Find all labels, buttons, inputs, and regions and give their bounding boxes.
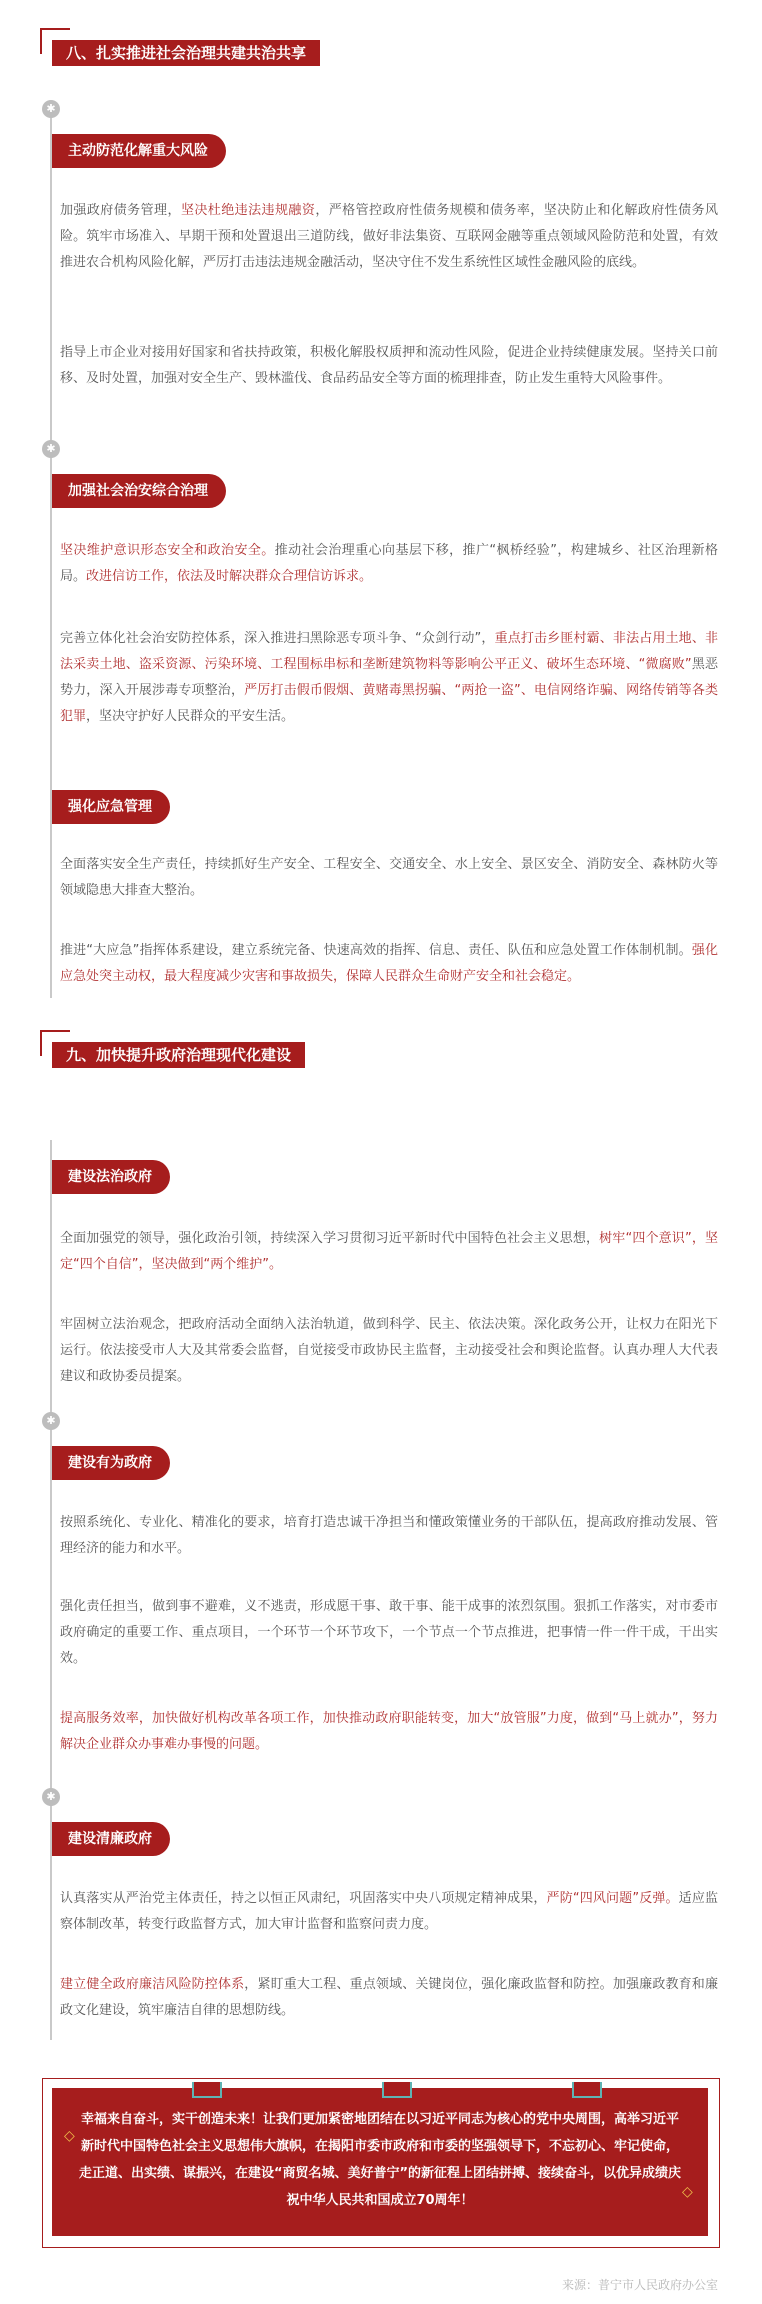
subsection-title: 建设清廉政府 (52, 1822, 170, 1856)
subsection-title: 强化应急管理 (52, 790, 170, 824)
subsection-title: 建设有为政府 (52, 1446, 170, 1480)
section-title: 八、扎实推进社会治理共建共治共享 (52, 40, 320, 66)
sparkle-icon: ◇ (682, 2184, 693, 2200)
subsection-title: 加强社会治安综合治理 (52, 474, 226, 508)
banner-tab-decoration (382, 2082, 412, 2098)
source-caption: 来源：普宁市人民政府办公室 (561, 2278, 718, 2292)
paragraph: 提高服务效率，加快做好机构改革各项工作，加快推动政府职能转变，加大“放管服”力度，做到“马上就办”，努力解决企业群众办事难办事慢的问题。 (60, 1711, 718, 1752)
paragraph: 完善立体化社会治安防控体系，深入推进扫黑除恶专项斗争、“众剑行动”，重点打击乡匪村霸、非法占用土地、非法采卖土地、盗采资源、污染环境、工程围标串标和垄断建筑物料等影响公平正义、破坏生态环境、“微腐败”黑恶势力，深入开展涉毒专项整治，严厉打击假币假烟、黄赌毒黑拐骗、“两抢一盗”、电信网络诈骗、网络传销等各类犯罪，坚决守护好人民群众的平安生活。 (60, 631, 718, 724)
sparkle-icon: ◇ (64, 2128, 75, 2144)
timeline-dot-icon: ✱ (42, 100, 60, 118)
timeline-dot-icon: ✱ (42, 1412, 60, 1430)
closing-banner (52, 2088, 708, 2236)
paragraph: 强化责任担当，做到事不避难，义不逃责，形成愿干事、敢干事、能干成事的浓烈氛围。狠抓工作落实，对市委市政府确定的重要工作、重点项目，一个环节一个环节攻下，一个节点一个节点推进，把事情一件一件干成，干出实效。 (60, 1599, 718, 1666)
paragraph: 认真落实从严治党主体责任，持之以恒正风肃纪，巩固落实中央八项规定精神成果，严防“四风问题”反弹。适应监察体制改革，转变行政监督方式，加大审计监督和监察问责力度。 (60, 1891, 718, 1932)
paragraph: 按照系统化、专业化、精准化的要求，培育打造忠诚干净担当和懂政策懂业务的干部队伍，提高政府推动发展、管理经济的能力和水平。 (60, 1515, 718, 1556)
timeline-line (50, 108, 52, 998)
timeline-dot-icon: ✱ (42, 1788, 60, 1806)
paragraph: 推进“大应急”指挥体系建设，建立系统完备、快速高效的指挥、信息、责任、队伍和应急处置工作体制机制。强化应急处突主动权，最大程度减少灾害和事故损失，保障人民群众生命财产安全和社会稳定。 (60, 943, 718, 984)
section-title: 九、加快提升政府治理现代化建设 (52, 1042, 305, 1068)
banner-text: 幸福来自奋斗，实干创造未来！让我们更加紧密地团结在以习近平同志为核心的党中央周围，高举习近平新时代中国特色社会主义思想伟大旗帜，在揭阳市委市政府和市委的坚强领导下，不忘初心、牢记使命，走正道、出实绩、谋振兴，在建设“商贸名城、美好普宁”的新征程上团结拼搏、接续奋斗，以优异成绩庆祝中华人民共和国成立70周年！ (78, 2112, 682, 2208)
paragraph: 坚决维护意识形态安全和政治安全。推动社会治理重心向基层下移，推广“枫桥经验”，构建城乡、社区治理新格局。改进信访工作，依法及时解决群众合理信访诉求。 (60, 543, 718, 584)
paragraph: 全面加强党的领导，强化政治引领，持续深入学习贯彻习近平新时代中国特色社会主义思想，树牢“四个意识”，坚定“四个自信”，坚决做到“两个维护”。 (60, 1231, 718, 1272)
timeline-line (50, 1140, 52, 2040)
paragraph: 全面落实安全生产责任，持续抓好生产安全、工程安全、交通安全、水上安全、景区安全、消防安全、森林防火等领域隐患大排查大整治。 (60, 857, 718, 898)
paragraph: 加强政府债务管理，坚决杜绝违法违规融资，严格管控政府性债务规模和债务率，坚决防止和化解政府性债务风险。筑牢市场准入、早期干预和处置退出三道防线，做好非法集资、互联网金融等重点领域风险防范和处置，有效推进农合机构风险化解，严厉打击违法违规金融活动，坚决守住不发生系统性区域性金融风险的底线。 (60, 203, 718, 270)
paragraph: 指导上市企业对接用好国家和省扶持政策，积极化解股权质押和流动性风险，促进企业持续健康发展。坚持关口前移、及时处置，加强对安全生产、毁林滥伐、食品药品安全等方面的梳理排查，防止发生重特大风险事件。 (60, 345, 718, 386)
timeline-dot-icon: ✱ (42, 440, 60, 458)
paragraph: 牢固树立法治观念，把政府活动全面纳入法治轨道，做到科学、民主、依法决策。深化政务公开，让权力在阳光下运行。依法接受市人大及其常委会监督，自觉接受市政协民主监督，主动接受社会和舆论监督。认真办理人大代表建议和政协委员提案。 (60, 1317, 718, 1384)
subsection-title: 建设法治政府 (52, 1160, 170, 1194)
subsection-title: 主动防范化解重大风险 (52, 134, 226, 168)
paragraph: 建立健全政府廉洁风险防控体系，紧盯重大工程、重点领域、关键岗位，强化廉政监督和防控。加强廉政教育和廉政文化建设，筑牢廉洁自律的思想防线。 (60, 1977, 718, 2018)
banner-tab-decoration (192, 2082, 222, 2098)
banner-tab-decoration (572, 2082, 602, 2098)
